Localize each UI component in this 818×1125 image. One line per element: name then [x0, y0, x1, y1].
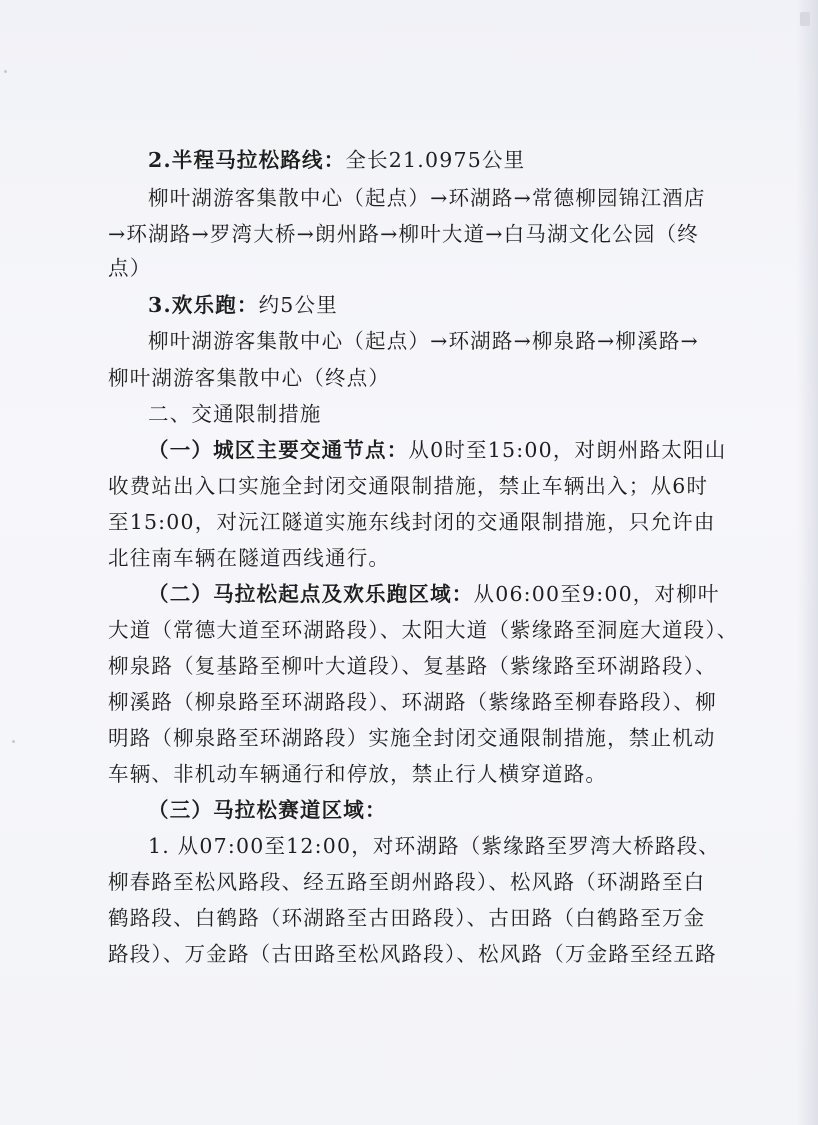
text-line	[148, 289, 338, 321]
text-line	[148, 182, 706, 214]
text-line	[148, 578, 720, 610]
text-line	[148, 794, 387, 826]
body-text: 从06:00至9:00，对柳叶	[473, 582, 720, 606]
body-text: 路段）、万金路（古田路至松风路段）、松风路（万金路至经五路	[108, 942, 717, 966]
text-line	[148, 398, 322, 430]
body-text: 柳春路至松风路段、经五路至朗州路段）、松风路（环湖路至白	[108, 870, 706, 894]
text-line	[108, 758, 607, 790]
body-text: 柳叶湖游客集散中心（终点）	[108, 366, 391, 390]
text-line	[108, 722, 716, 754]
scan-edge-shadow	[796, 0, 818, 1125]
heading-text: （一）城区主要交通节点：	[148, 438, 409, 462]
body-text: 从0时至15:00，对朗州路太阳山	[408, 438, 727, 462]
text-line	[148, 325, 699, 357]
text-line	[108, 542, 390, 574]
body-text: 全长21.0975公里	[345, 148, 526, 172]
body-text: 大道（常德大道至环湖路段）、太阳大道（紫缘路至洞庭大道段）、	[108, 618, 739, 642]
text-line	[108, 614, 739, 646]
text-line	[108, 252, 151, 284]
text-line	[148, 434, 727, 466]
text-line	[108, 506, 716, 538]
body-text: 柳溪路（柳泉路至环湖路段）、环湖路（紫缘路至柳春路段）、柳	[108, 690, 717, 714]
scan-speck	[800, 12, 810, 26]
body-text: 车辆、非机动车辆通行和停放，禁止行人横穿道路。	[108, 762, 608, 786]
body-text: →环湖路→罗湾大桥→朗州路→柳叶大道→白马湖文化公园（终	[108, 222, 699, 246]
body-text: 北往南车辆在隧道西线通行。	[108, 546, 391, 570]
body-text: 二、交通限制措施	[148, 402, 322, 426]
text-line	[108, 650, 717, 682]
body-text: 柳泉路（复基路至柳叶大道段）、复基路（紫缘路至环湖路段）、	[108, 654, 717, 678]
text-line	[108, 902, 706, 934]
scan-speck	[4, 70, 7, 73]
body-text: 至15:00，对沅江隧道实施东线封闭的交通限制措施，只允许由	[108, 510, 716, 534]
heading-text: 2.半程马拉松路线：	[148, 148, 346, 172]
body-text: 柳叶湖游客集散中心（起点）→环湖路→常德柳园锦江酒店	[148, 186, 706, 210]
text-line	[108, 362, 390, 394]
text-line	[108, 218, 699, 250]
text-line	[108, 470, 709, 502]
heading-text: （三）马拉松赛道区域：	[148, 798, 387, 822]
scan-speck	[12, 740, 15, 743]
body-text: 柳叶湖游客集散中心（起点）→环湖路→柳泉路→柳溪路→	[148, 329, 699, 353]
text-line	[148, 830, 721, 862]
text-line	[108, 938, 717, 970]
text-line	[108, 686, 717, 718]
heading-text: 3.欢乐跑：	[148, 293, 259, 317]
text-line	[148, 144, 525, 176]
body-text: 明路（柳泉路至环湖路段）实施全封闭交通限制措施，禁止机动	[108, 726, 716, 750]
text-line	[108, 866, 706, 898]
body-text: 收费站出入口实施全封闭交通限制措施，禁止车辆出入；从6时	[108, 474, 709, 498]
body-text: 约5公里	[258, 293, 338, 317]
body-text: 1. 从07:00至12:00，对环湖路（紫缘路至罗湾大桥路段、	[148, 834, 721, 858]
body-text: 点）	[108, 256, 152, 280]
heading-text: （二）马拉松起点及欢乐跑区域：	[148, 582, 474, 606]
body-text: 鹤路段、白鹤路（环湖路至古田路段）、古田路（白鹤路至万金	[108, 906, 706, 930]
